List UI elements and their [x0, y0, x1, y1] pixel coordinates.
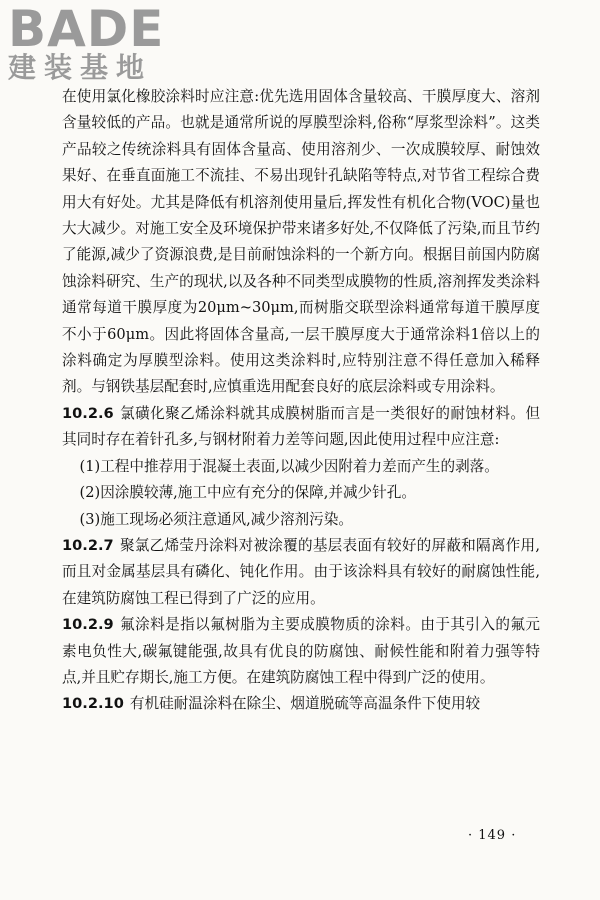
section-number: 10.2.9 — [62, 616, 114, 634]
page-body — [62, 84, 540, 718]
watermark-logo — [8, 0, 178, 84]
page-number: · 149 · — [468, 828, 517, 843]
section-number: 10.2.10 — [62, 695, 124, 713]
section-number: 10.2.7 — [62, 536, 114, 554]
logo-wordmark: BADE — [8, 0, 165, 58]
section-10-2-10 — [62, 691, 540, 717]
section-10-2-9 — [62, 612, 540, 691]
section-text: 氯磺化聚乙烯涂料就其成膜树脂而言是一类很好的耐蚀材料。但其同时存在着针孔多,与钢材附着力差等问题,因此使用过程中应注意: — [62, 404, 540, 449]
section-text: 氟涂料是指以氟树脂为主要成膜物质的涂料。由于其引入的氟元素电负性大,碳氟键能强,故具有优良的防腐蚀、耐候性能和附着力强等特点,并且贮存期长,施工方便。在建筑防腐蚀工程中得到广泛的使用。 — [62, 616, 540, 686]
logo-subtitle: 建装基地 — [8, 51, 153, 84]
list-item: (1)工程中推荐用于混凝土表面,以减少因附着力差而产生的剥落。 — [79, 457, 499, 475]
list-item: (3)施工现场必须注意通风,减少溶剂污染。 — [79, 510, 353, 528]
section-10-2-7 — [62, 533, 540, 612]
list-item: (2)因涂膜较薄,施工中应有充分的保障,并减少针孔。 — [79, 484, 416, 502]
section-number: 10.2.6 — [62, 404, 114, 422]
section-text: 有机硅耐温涂料在除尘、烟道脱硫等高温条件下使用较 — [129, 695, 481, 713]
section-text: 聚氯乙烯莹丹涂料对被涂覆的基层表面有较好的屏蔽和隔离作用,而且对金属基层具有磷化、钝化作用。由于该涂料具有较好的耐腐蚀性能,在建筑防腐蚀工程已得到了广泛的应用。 — [62, 536, 540, 607]
section-10-2-6 — [62, 401, 540, 454]
intro-paragraph: 在使用氯化橡胶涂料时应注意:优先选用固体含量较高、干膜厚度大、溶剂含量较低的产品。也就是通常所说的厚膜型涂料,俗称“厚浆型涂料”。这类产品较之传统涂料具有固体含量高、使用溶剂少、一次成膜较厚、耐蚀效果好、在垂直面施工不流挂、不易出现针孔缺陷等特点,对节省工程综合费用大有好处。尤其是降低有机溶剂使用量后,挥发性有机化合物(VOC)量也大大减少。对施工安全及环境保护带来诸多好处,不仅降低了污染,而且节约了能源,减少了资源浪费,是目前耐蚀涂料的一个新方向。根据目前国内防腐蚀涂料研究、生产的现状,以及各种不同类型成膜物的性质,溶剂挥发类涂料通常每道干膜厚度为20μm~30μm,而树脂交联型涂料通常每道干膜厚度不小于60μm。因此将固体含量高,一层干膜厚度大于通常涂料1倍以上的涂料确定为厚膜型涂料。使用这类涂料时,应特别注意不得任意加入稀释剂。与钢铁基层配套时,应慎重选用配套良好的底层涂料或专用涂料。 — [62, 88, 540, 396]
